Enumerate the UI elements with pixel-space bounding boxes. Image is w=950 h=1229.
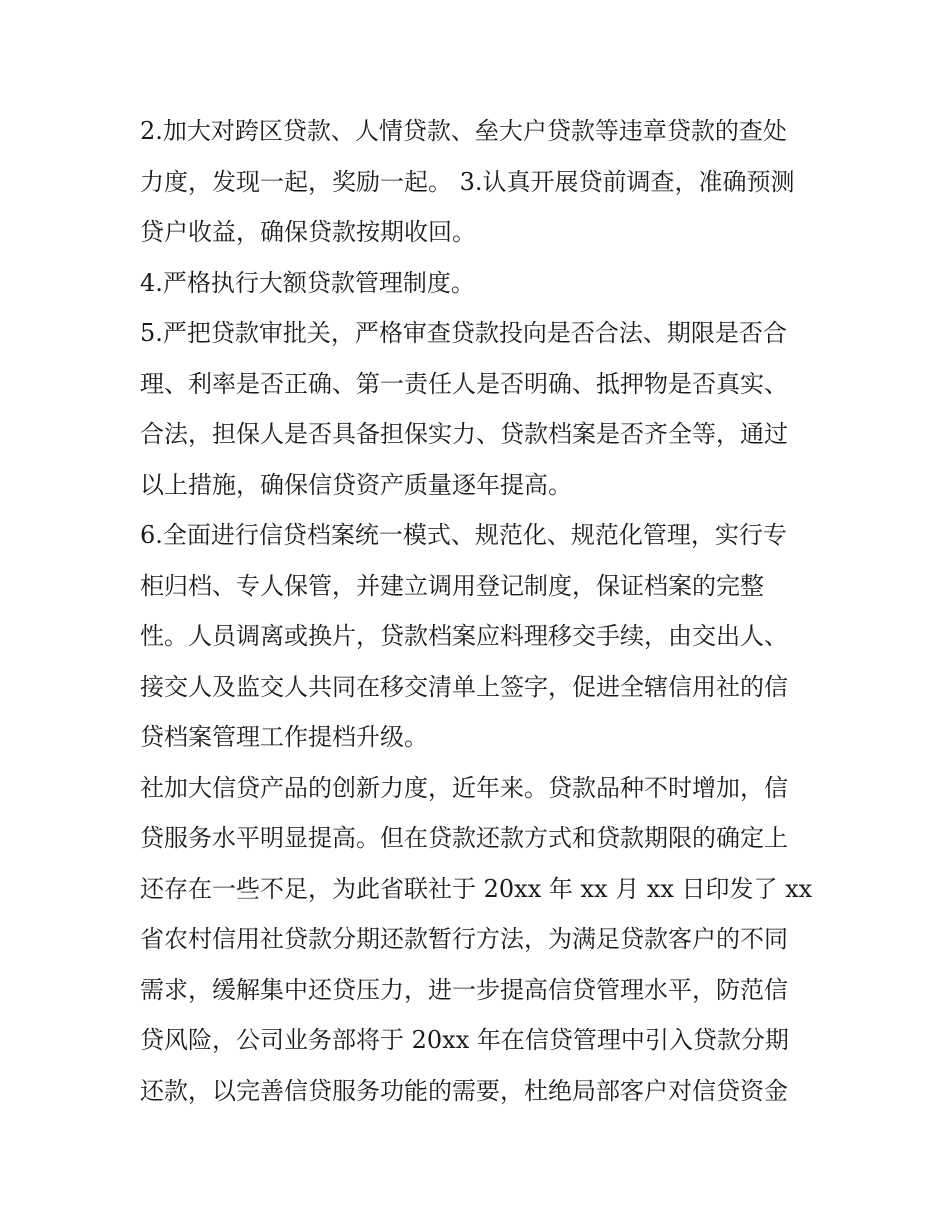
text-line: 5.严把贷款审批关，严格审查贷款投向是否合法、期限是否合 [140, 319, 787, 347]
text-line: 社加大信贷产品的创新力度，近年来。贷款品种不时增加，信 [140, 773, 788, 802]
text-line: 4.严格执行大额贷款管理制度。 [140, 268, 475, 297]
text-line: 合法，担保人是否具备担保实力、贷款档案是否齐全等，通过 [140, 420, 788, 448]
text-line: 贷风险，公司业务部将于 20xx 年在信贷管理中引入贷款分期 [140, 1026, 789, 1054]
text-line: 力度，发现一起，奖励一起。 3.认真开展贷前调查，准确预测 [140, 167, 795, 196]
text-line: 省农村信用社贷款分期还款暂行方法，为满足贷款客户的不同 [140, 925, 788, 953]
document-body [140, 106, 812, 1116]
text-line: 2.加大对跨区贷款、人情贷款、垒大户贷款等违章贷款的查处 [140, 117, 787, 145]
text-line: 以上措施，确保信贷资产质量逐年提高。 [140, 470, 572, 499]
text-line: 需求，缓解集中还贷压力，进一步提高信贷管理水平，防范信 [140, 975, 788, 1004]
text-line: 性。人员调离或换片，贷款档案应料理移交手续，由交出人、 [140, 622, 788, 650]
text-line: 还存在一些不足，为此省联社于 20xx 年 xx 月 xx 日印发了 xx [140, 874, 812, 903]
text-line: 柜归档、专人保管，并建立调用登记制度，保证档案的完整 [140, 571, 764, 600]
text-line: 贷档案管理工作提档升级。 [140, 723, 428, 751]
text-line: 贷服务水平明显提高。但在贷款还款方式和贷款期限的确定上 [140, 824, 788, 852]
text-line: 贷户收益，确保贷款按期收回。 [140, 218, 476, 246]
text-line: 理、利率是否正确、第一责任人是否明确、抵押物是否真实、 [140, 369, 788, 398]
text-line: 6.全面进行信贷档案统一模式、规范化、规范化管理，实行专 [140, 521, 787, 549]
text-line: 接交人及监交人共同在移交清单上签字，促进全辖信用社的信 [140, 672, 788, 701]
text-line: 还款，以完善信贷服务功能的需要，杜绝局部客户对信贷资金 [140, 1076, 788, 1105]
